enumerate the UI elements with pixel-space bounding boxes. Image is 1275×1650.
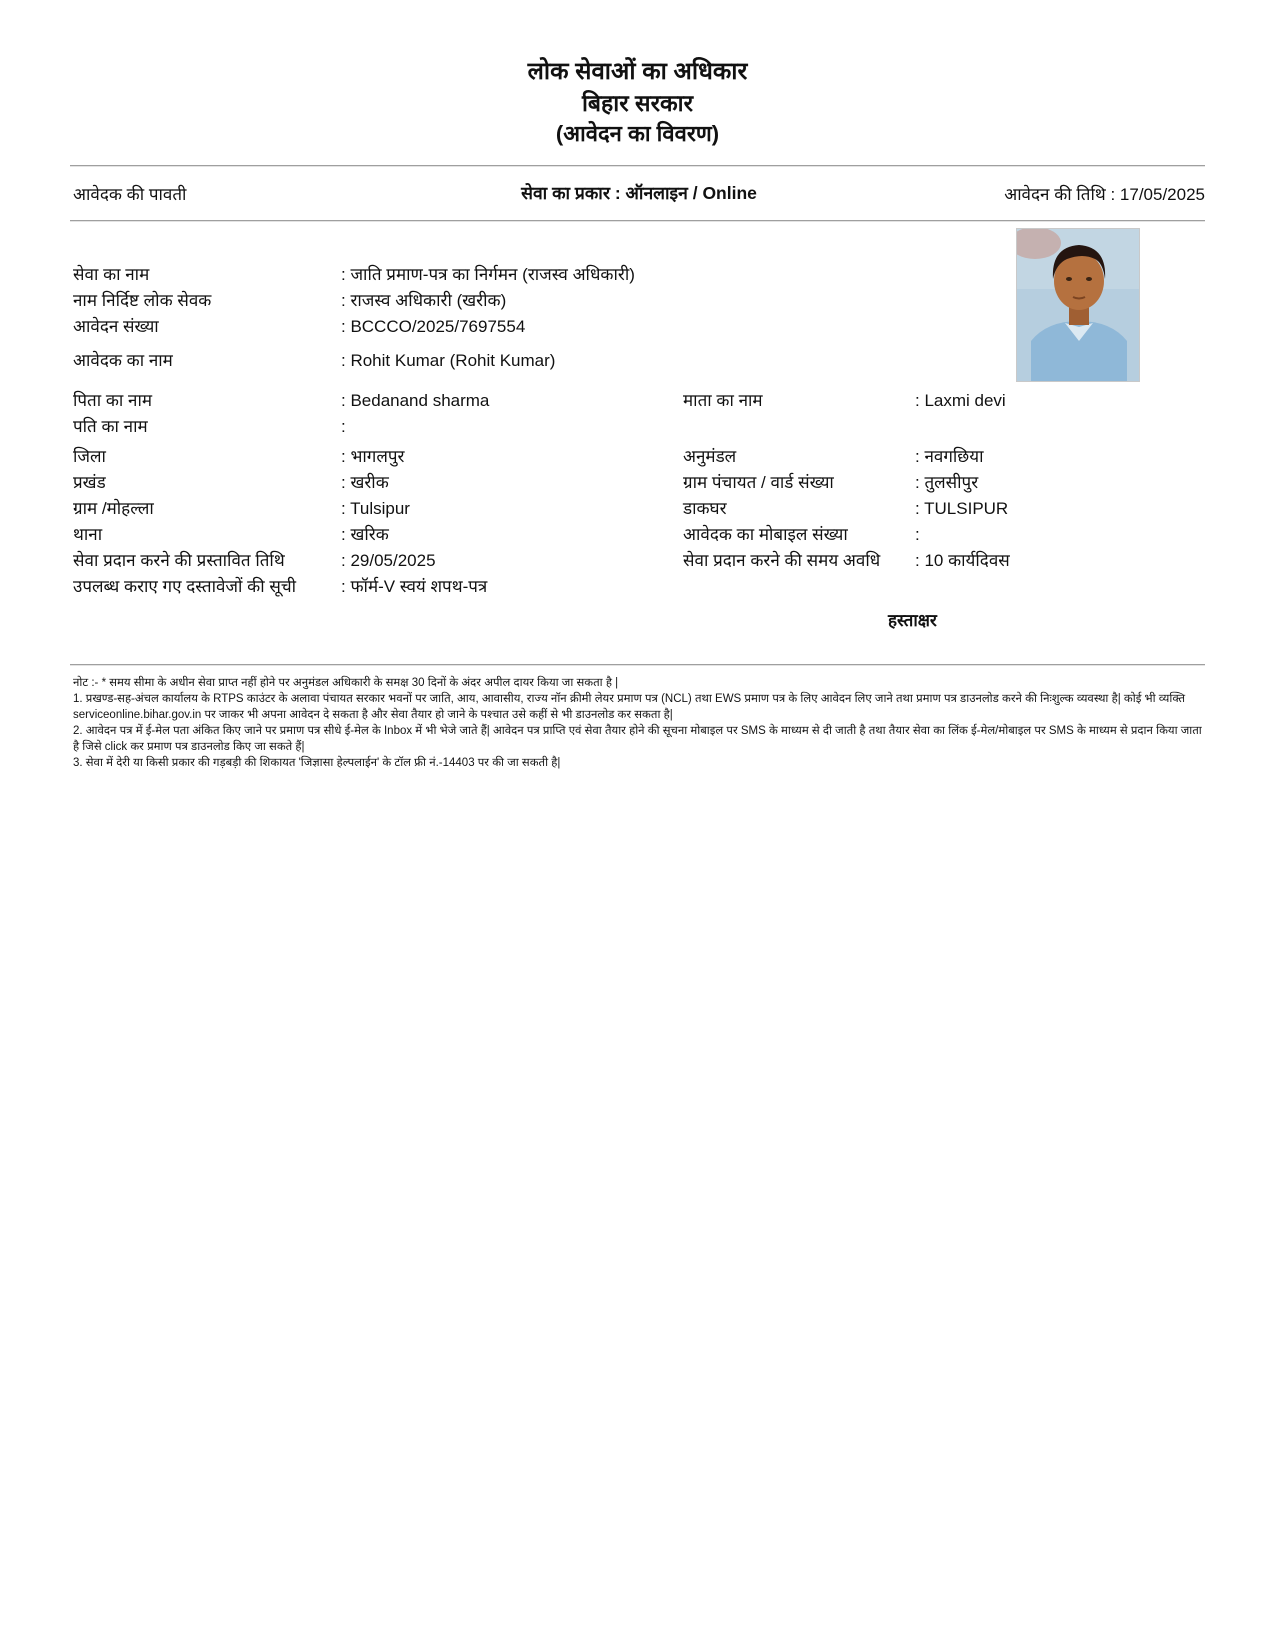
meta-row bbox=[0, 167, 1275, 220]
field-value: : जाति प्रमाण-पत्र का निर्गमन (राजस्व अधिकारी) bbox=[341, 265, 635, 284]
field-value: : खरीक bbox=[341, 473, 389, 492]
applicant-photo-image bbox=[1017, 229, 1140, 382]
detail-row-district-subdivision bbox=[73, 444, 1205, 470]
detail-row-village-postoffice bbox=[73, 496, 1205, 522]
field-value: : राजस्व अधिकारी (खरीक) bbox=[341, 291, 507, 310]
field-value: : BCCCO/2025/7697554 bbox=[341, 317, 526, 336]
detail-row-proposed-date-duration bbox=[73, 548, 1205, 574]
field-label: माता का नाम bbox=[683, 391, 763, 410]
field-label: अनुमंडल bbox=[683, 447, 737, 466]
field-value bbox=[915, 574, 1205, 600]
note-3: 3. सेवा में देरी या किसी प्रकार की गड़बड़ी की शिकायत 'जिज्ञासा हेल्पलाईन' के टॉल फ्री नं.-14403 पर की जा सकती है| bbox=[73, 757, 561, 769]
note-1: 1. प्रखण्ड-सह-अंचल कार्यालय के RTPS काउंटर के अलावा पंचायत सरकार भवनों पर जाति, आय, आवासीय, राज्य नॉन क्रीमी लेयर प्रमाण पत्र (NCL) तथा EWS प्रमाण पत्र के लिए आवेदन लिए जाने तथा प्रमाण पत्र डाउनलोड करने की निःशुल्क व्यवस्था है| कोई भी व्यक्ति serviceonline.bihar.gov.in पर जाकर भी अपना आवेदन दे सकता है और सेवा तैयार हो जाने के पश्चात उसे कहीं से भी डाउनलोड कर सकता है| bbox=[73, 693, 1186, 721]
field-label: आवेदक का नाम bbox=[73, 351, 173, 370]
field-label: ग्राम पंचायत / वार्ड संख्या bbox=[683, 473, 834, 492]
header-government: बिहार सरकार bbox=[581, 90, 694, 116]
detail-row-husband bbox=[73, 414, 1205, 440]
field-label: सेवा का नाम bbox=[73, 265, 150, 284]
field-label: नाम निर्दिष्ट लोक सेवक bbox=[73, 291, 212, 310]
note-appeal: नोट :- * समय सीमा के अधीन सेवा प्राप्त नहीं होने पर अनुमंडल अधिकारी के समक्ष 30 दिनों के अंदर अपील दायर किया जा सकता है | bbox=[73, 677, 619, 689]
field-label: आवेदन संख्या bbox=[73, 317, 159, 336]
field-value: : फॉर्म-V स्वयं शपथ-पत्र bbox=[341, 577, 488, 596]
field-value: : Laxmi devi bbox=[915, 391, 1006, 410]
field-value: : TULSIPUR bbox=[915, 499, 1009, 518]
field-label: आवेदक का मोबाइल संख्या bbox=[683, 525, 848, 544]
field-value: : Bedanand sharma bbox=[341, 391, 490, 410]
field-value: : नवगछिया bbox=[915, 447, 984, 466]
detail-row-police-station-mobile bbox=[73, 522, 1205, 548]
field-label: सेवा प्रदान करने की समय अवधि bbox=[683, 551, 881, 570]
detail-row-block-panchayat bbox=[73, 470, 1205, 496]
field-label: उपलब्ध कराए गए दस्तावेजों की सूची bbox=[73, 577, 297, 596]
header-subtitle: (आवेदन का विवरण) bbox=[555, 121, 720, 146]
field-label: ग्राम /मोहल्ला bbox=[73, 499, 154, 518]
detail-row-father-mother bbox=[73, 388, 1205, 414]
note-2: 2. आवेदन पत्र में ई-मेल पता अंकित किए जाने पर प्रमाण पत्र सीधे ई-मेल के Inbox में भी भेजे जाते हैं| आवेदन पत्र प्राप्ति एवं सेवा तैयार होने की सूचना मोबाइल पर SMS के माध्यम से दी जाती है तथा तैयार सेवा का लिंक ई-मेल/मोबाइल पर SMS के माध्यम से प्रदान किया जाता है जिसे click कर प्रमाण पत्र डाउनलोड किए जा सकते हैं| bbox=[73, 725, 1202, 753]
field-value: : 29/05/2025 bbox=[341, 551, 436, 570]
detail-row-documents-list bbox=[73, 574, 1205, 600]
service-type-label: सेवा का प्रकार : ऑनलाइन / Online bbox=[521, 183, 757, 203]
page-header bbox=[0, 0, 1275, 149]
application-date: आवेदन की तिथि : 17/05/2025 bbox=[1004, 184, 1205, 204]
field-label bbox=[683, 574, 915, 600]
field-value bbox=[915, 414, 1205, 440]
field-value: : 10 कार्यदिवस bbox=[915, 551, 1010, 570]
field-value: : bbox=[341, 417, 346, 436]
field-value: : भागलपुर bbox=[341, 447, 405, 466]
notes-section bbox=[0, 666, 1275, 771]
field-label: पिता का नाम bbox=[73, 391, 153, 410]
applicant-photo bbox=[1016, 228, 1140, 382]
signature-label: हस्ताक्षर bbox=[888, 611, 937, 630]
field-label: थाना bbox=[73, 525, 103, 544]
field-value: : bbox=[915, 525, 920, 544]
field-label: प्रखंड bbox=[73, 473, 106, 492]
field-value: : खरिक bbox=[341, 525, 389, 544]
field-label: जिला bbox=[73, 447, 106, 466]
receipt-label: आवेदक की पावती bbox=[73, 184, 187, 204]
field-label: सेवा प्रदान करने की प्रस्तावित तिथि bbox=[73, 551, 285, 570]
field-label: पति का नाम bbox=[73, 417, 148, 436]
field-value: : Tulsipur bbox=[341, 499, 410, 518]
field-label: डाकघर bbox=[683, 499, 727, 518]
header-title: लोक सेवाओं का अधिकार bbox=[527, 58, 748, 85]
field-value: : Rohit Kumar (Rohit Kumar) bbox=[341, 351, 556, 370]
field-label bbox=[683, 414, 915, 440]
field-value: : तुलसीपुर bbox=[915, 473, 979, 492]
